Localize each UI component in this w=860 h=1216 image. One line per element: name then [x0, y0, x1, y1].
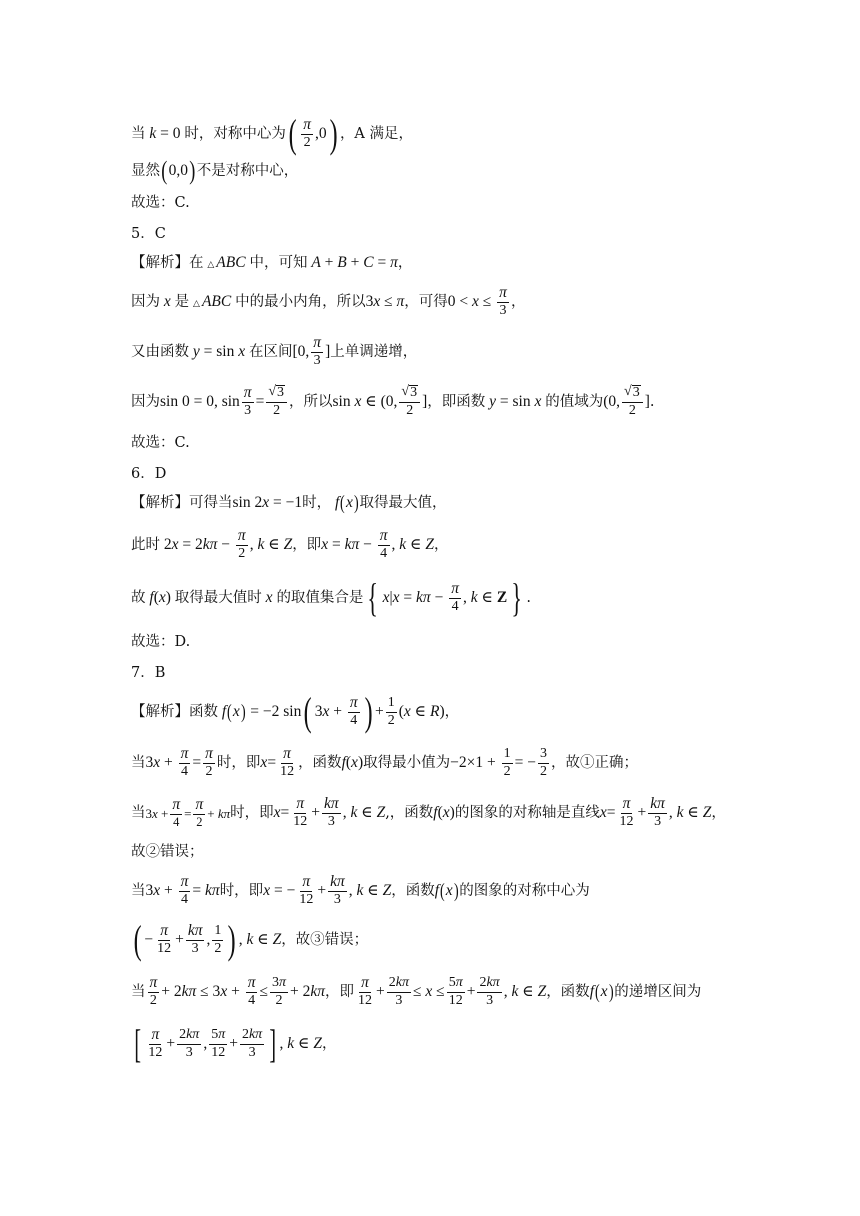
text-run: ，A 满足， [339, 125, 414, 142]
text-line: 故 f ( x ) 取得最大值时 x 的取值集合是 { x | x = kπ − $\frac{\pi}{4}$ , k ∈ Z } . [131, 575, 531, 620]
text-line: 故②错误； [131, 843, 204, 860]
text-line: 【解析】 可得当 sin 2 x = −1 时， f ( x ) 取得最大值， [131, 492, 447, 514]
math-inline: k [145, 125, 157, 143]
text-line: 当 3 x + $\frac{\pi}{4}$ = $\frac{\pi}{2}$ + kπ 时，即 x = $\frac{\pi}{12}$ + $\frac{k\pi}{3}$ , k ∈ Z , ，函数 f ( x ) 的图象的对称轴是直线 x = $\frac{\pi}{12}$ + $\frac{k\pi}{3}$ , k ∈ Z ， [131, 795, 726, 830]
text-run: 显然 [131, 162, 160, 179]
text-line: 因为 x 是 △ ABC 中的最小内角，所以 3 x ≤ π ，可得 0 < x ≤ $\frac{\pi}{3}$ ， [131, 284, 526, 319]
question-number: 7．B [131, 664, 166, 681]
text-line: 显然 ( 0,0 ) 不是对称中心， [131, 156, 299, 185]
text-line: 【解析】 在 △ ABC 中，可知 A + B + C = π ， [131, 254, 413, 272]
text-line: 当 3 x + $\frac{\pi}{4}$ = kπ 时，即 x = − $\frac{\pi}{12}$ + $\frac{k\pi}{3}$ , k ∈ Z ，函数 f ( x ) 的图象的对称中心为 [131, 873, 590, 908]
text-line: [ $\frac{\pi}{12}$ + $\frac{2k\pi}{3}$ , $\frac{5\pi}{12}$ + $\frac{2k\pi}{3}$ ] , k ∈ Z ， [134, 1021, 337, 1066]
text-line: 因为 sin 0 = 0, sin $\frac{\pi}{3}$ = √ 3 2 ，所以 sin x ∈ (0, √ 3 2 ] ，即函数 y = sin x 的值域为 (0, √ 3 2 ] . [131, 384, 655, 419]
text-run: 不是对称中心， [196, 162, 299, 179]
question-number: 6．D [131, 465, 167, 482]
question-number: 5．C [131, 225, 166, 242]
text-line: 当 $\frac{\pi}{2}$ + 2 kπ ≤ 3 x + $\frac{\pi}{4}$ ≤ $\frac{3\pi}{2}$ + 2 kπ ，即 $\frac{\pi}{12}$ + $\frac{2k\pi}{3}$ ≤ x ≤ $\frac{5\pi}{12}$ + $\frac{2k\pi}{3}$ , k ∈ Z ，函数 f ( x ) 的递增区间为 [131, 974, 702, 1009]
text-line: 当 k = 0 时，对称中心为 ( $\frac{\pi}{2}$ ,0 ) ，A 满足， [131, 111, 414, 156]
text-line: 【解析】 函数 f ( x ) = −2 sin ( 3 x + $\frac{\pi}{4}$ ) + $\frac{1}{2}$ ( x ∈ R ) ， [131, 689, 460, 734]
text-line: 故选：C. [131, 434, 190, 451]
text-line: ( − $\frac{\pi}{12}$ + $\frac{k\pi}{3}$ , $\frac{1}{2}$ ) , k ∈ Z ，故③错误； [133, 917, 369, 962]
text-line: 又由函数 y = sin x 在区间 [0, $\frac{\pi}{3}$ ] 上单调递增， [131, 334, 418, 369]
text-run: 当 [131, 125, 146, 142]
text-line: 当 3 x + $\frac{\pi}{4}$ = $\frac{\pi}{2}$ 时，即 x = $\frac{\pi}{12}$ ，函数 f ( x ) 取得最小值为 −2×1 + $\frac{1}{2}$ = − $\frac{3}{2}$ ，故①正确； [131, 745, 638, 780]
text-line: 此时 2 x = 2 kπ − $\frac{\pi}{2}$ , k ∈ Z ，即 x = kπ − $\frac{\pi}{4}$ , k ∈ Z ， [131, 527, 449, 562]
text-line: 故选：D. [131, 633, 191, 650]
fraction: $\frac{\pi}{2}$ [303, 116, 311, 151]
text-run: 时，对称中心为 [184, 125, 286, 142]
text-line: 故选：C. [131, 194, 190, 211]
